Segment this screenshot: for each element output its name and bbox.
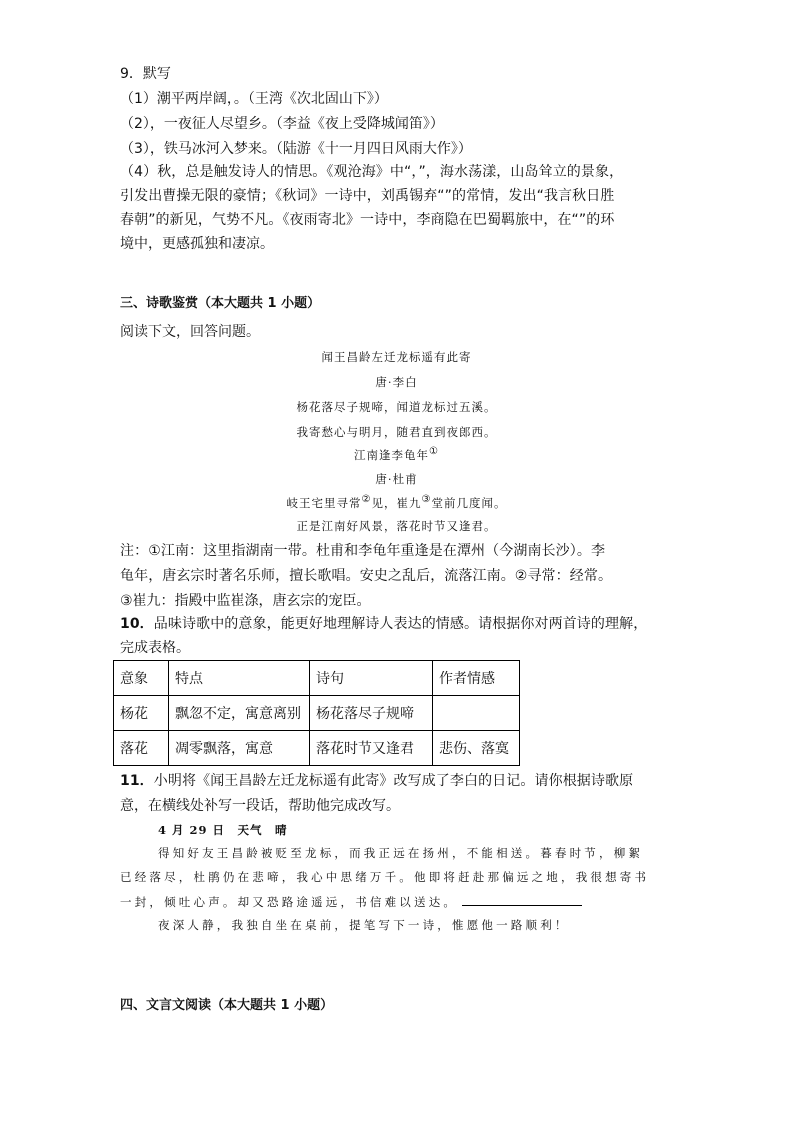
poem-2-title-note: ①	[429, 446, 439, 457]
poem-2-line-1	[0, 494, 793, 511]
q9-title: 9．默写	[120, 66, 171, 82]
poem-2-line-1-part-b: 见，崔九	[371, 495, 422, 510]
table-cell: 落花	[114, 731, 169, 766]
imagery-table	[113, 660, 520, 766]
poem-2-line-1-part-a: 岐王宅里寻常	[286, 495, 362, 510]
table-cell: 杨花落尽子规啼	[310, 696, 433, 731]
section-3-intro: 阅读下文，回答问题。	[120, 324, 260, 340]
poem-2-note-3: ③	[421, 494, 432, 505]
answer-blank[interactable]	[462, 893, 582, 906]
table-cell: 杨花	[114, 696, 169, 731]
q9-item-4-line-4: 境中，更感孤独和凄凉。	[120, 236, 274, 252]
table-cell: 落花时节又逢君	[310, 731, 433, 766]
q9-item-2: （2），一夜征人尽望乡。（李益《夜上受降城闻笛》）	[120, 116, 444, 132]
poem-2-author: 唐·杜甫	[375, 472, 418, 486]
q11-text-line-1	[120, 771, 633, 791]
table-cell: 凋零飘落，寓意	[169, 731, 310, 766]
notes-line-1: 注：①江南：这里指湖南一带。杜甫和李龟年重逢是在潭州（今湖南长沙）。李	[120, 543, 606, 559]
notes-line-3: ③崔九：指殿中监崔涤，唐玄宗的宠臣。	[120, 593, 371, 609]
q10-label: 10．	[120, 616, 154, 632]
poem-2-note-2: ②	[361, 494, 372, 505]
q9-item-3: （3），铁马冰河入梦来。（陆游《十一月四日风雨大作》）	[120, 141, 472, 157]
q9-item-4-line-2: 引发出曹操无限的豪情；《秋词》一诗中，刘禹锡弃“”的常情，发出“我言秋日胜	[120, 188, 615, 204]
poem-1-line-2: 我寄愁心与明月，随君直到夜郎西。	[296, 425, 497, 439]
diary-end: 夜深人静，我独自坐在桌前，提笔写下一诗，惟愿他一路顺利！	[158, 918, 570, 932]
table-cell-blank[interactable]	[433, 696, 520, 731]
q9-item-4-line-3: 春朝”的新见，气势不凡。《夜雨寄北》一诗中，李商隐在巴蜀羁旅中，在“”的环	[120, 212, 615, 228]
q9-item-4-line-1: （4）秋，总是触发诗人的情思。《观沧海》中“，”，海水荡漾，山岛耸立的景象，	[120, 164, 624, 180]
q10-text-line-1	[120, 614, 647, 634]
diary-date: 4 月 29 日 天气 晴	[158, 823, 288, 837]
diary-line-1: 得知好友王昌龄被贬至龙标，而我正远在扬州，不能相送。暮春时节，柳絮	[158, 846, 644, 860]
poem-2-title	[0, 446, 793, 463]
diary-line-3	[120, 893, 582, 910]
q11-text-1: 小明将《闻王昌龄左迁龙标遥有此寄》改写成了李白的日记。请你根据诗歌原	[153, 773, 634, 789]
q11-label: 11．	[120, 773, 154, 789]
q10-text-line-2: 完成表格。	[120, 640, 190, 656]
table-cell: 飘忽不定，寓意离别	[169, 696, 310, 731]
table-header: 诗句	[310, 661, 433, 696]
section-4-heading: 四、文言文阅读（本大题共 1 小题）	[120, 998, 334, 1013]
q11-text-line-2: 意，在横线处补写一段话，帮助他完成改写。	[120, 798, 400, 814]
poem-1-line-1: 杨花落尽子规啼，闻道龙标过五溪。	[296, 400, 497, 414]
poem-2-line-1-part-c: 堂前几度闻。	[431, 495, 507, 510]
q10-text-1: 品味诗歌中的意象，能更好地理解诗人表达的情感。请根据你对两首诗的理解，	[153, 616, 648, 632]
q9-item-1: （1）潮平两岸阔，。（王湾《次北固山下》）	[120, 91, 388, 107]
poem-2-line-2: 正是江南好风景，落花时节又逢君。	[296, 519, 497, 533]
diary-line-3-text: 一封，倾吐心声。却又恐路途遥远，书信难以送达。	[120, 895, 459, 909]
diary-line-2: 已经落尽，杜鹃仍在悲啼，我心中思绪万千。他即将赶赴那偏远之地，我很想寄书	[120, 870, 650, 884]
notes-line-2: 龟年，唐玄宗时著名乐师，擅长歌唱。安史之乱后，流落江南。②寻常：经常。	[120, 568, 613, 584]
table-row	[114, 696, 520, 731]
table-header: 作者情感	[433, 661, 520, 696]
table-header-row	[114, 661, 520, 696]
table-row	[114, 731, 520, 766]
table-header: 特点	[169, 661, 310, 696]
poem-1-author: 唐·李白	[375, 375, 418, 389]
poem-1-title: 闻王昌龄左迁龙标遥有此寄	[321, 350, 472, 364]
table-cell: 悲伤、落寞	[433, 731, 520, 766]
table-header: 意象	[114, 661, 169, 696]
section-3-heading: 三、诗歌鉴赏（本大题共 1 小题）	[120, 296, 321, 311]
poem-2-title-text: 江南逢李龟年	[354, 447, 430, 462]
